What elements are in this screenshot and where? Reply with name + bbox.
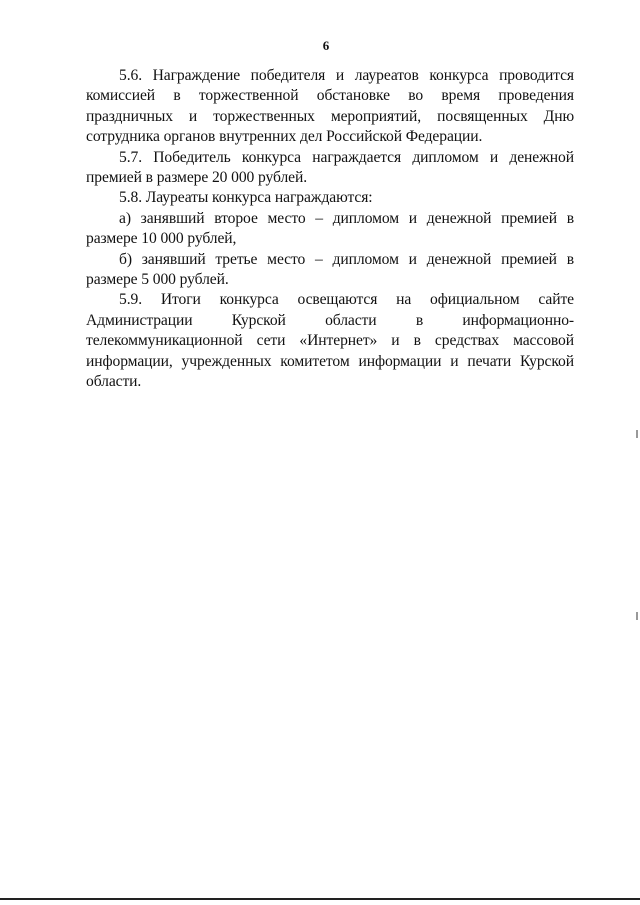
document-body — [86, 66, 574, 393]
paragraph-5-8-a: а) занявший второе место – дипломом и денежной премией в размере 10 000 рублей, — [86, 209, 574, 248]
paragraph-5-8: 5.8. Лауреаты конкурса награждаются: — [119, 189, 373, 207]
scan-edge-mark — [636, 612, 638, 620]
scan-edge-mark — [636, 430, 638, 438]
paragraph-5-6: 5.6. Награждение победителя и лауреатов конкурса проводится комиссией в торжественной обстановке во время проведения праздничных и торжественных мероприятий, посвященных Дню сотрудника органов внутренних дел Российской Федерации. — [86, 67, 574, 146]
page-bottom-edge — [0, 898, 640, 900]
paragraph-5-9: 5.9. Итоги конкурса освещаются на официальном сайте Администрации Курской области в информационно-телекоммуникационной сети «Интернет» и в средствах массовой информации, учрежденных комитетом информации и печати Курской области. — [86, 291, 574, 391]
paragraph-5-8-b: б) занявший третье место – дипломом и денежной премией в размере 5 000 рублей. — [86, 250, 574, 289]
paragraph-5-7: 5.7. Победитель конкурса награждается дипломом и денежной премией в размере 20 000 рублей. — [86, 148, 574, 187]
page-number: 6 — [322, 38, 330, 53]
